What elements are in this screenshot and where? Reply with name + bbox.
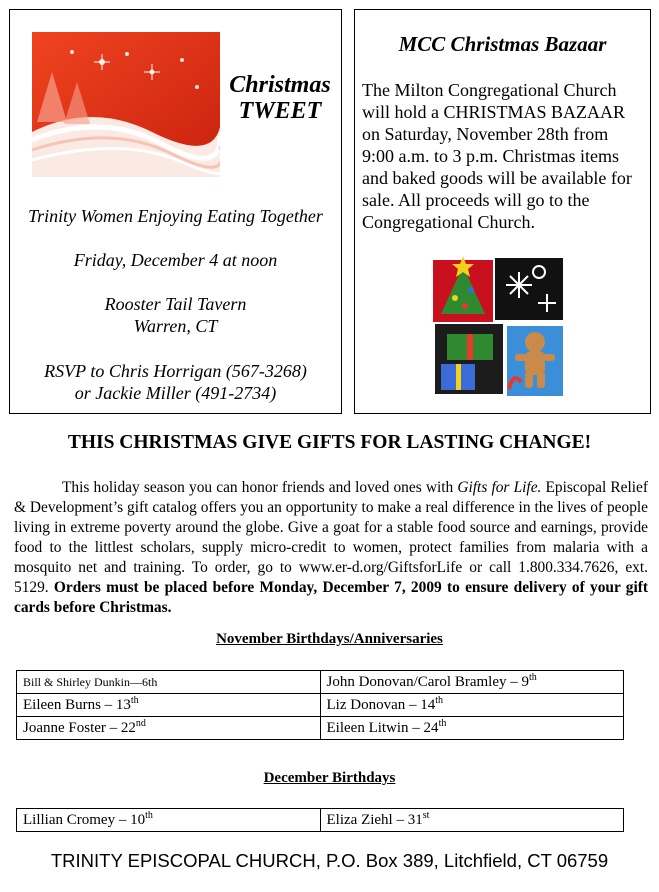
cell-suffix: nd	[135, 717, 146, 729]
cell-text: Joanne Foster – 22	[23, 719, 136, 736]
gifts-body-italic: Gifts for Life.	[457, 479, 542, 496]
tweet-title-line1: Christmas	[229, 72, 331, 98]
tweet-rsvp-line2: or Jackie Miller (491-2734)	[74, 383, 277, 403]
cell-text: Bill & Shirley Dunkin—6th	[23, 674, 158, 689]
tweet-venue: Rooster Tail Tavern	[104, 294, 247, 314]
gifts-body-deadline: Orders must be placed before Monday, December 7, 2009 to ensure delivery of your gift cards before Christmas.	[14, 579, 648, 616]
bazaar-title: MCC Christmas Bazaar	[398, 32, 607, 56]
table-cell	[320, 717, 624, 740]
gifts-headline: THIS CHRISTMAS GIVE GIFTS FOR LASTING CHANGE!	[67, 432, 592, 453]
cell-suffix: th	[435, 694, 444, 706]
tweet-rsvp-line1: RSVP to Chris Horrigan (567-3268)	[44, 361, 307, 381]
cell-suffix: th	[145, 809, 153, 821]
cell-text: Eileen Burns – 13	[23, 696, 131, 713]
bazaar-announcement-box	[354, 9, 651, 414]
november-table	[16, 670, 624, 740]
cell-suffix: th	[438, 717, 447, 729]
november-heading: November Birthdays/Anniversaries	[216, 631, 443, 647]
table-cell	[17, 671, 321, 694]
tweet-title-line2: TWEET	[238, 98, 322, 124]
table-cell	[320, 694, 624, 717]
christmas-swirl-image	[32, 32, 220, 177]
table-cell	[17, 694, 321, 717]
table-cell	[320, 809, 624, 832]
tweet-date: Friday, December 4 at noon	[73, 250, 278, 270]
christmas-clipart-image	[429, 254, 567, 399]
tweet-announcement-box	[9, 9, 342, 414]
gifts-body-intro: This holiday season you can honor friends and loved ones with	[62, 479, 458, 496]
december-table-body	[17, 809, 624, 832]
table-row	[17, 717, 624, 740]
december-heading: December Birthdays	[263, 770, 396, 786]
table-cell	[320, 671, 624, 694]
table-row	[17, 694, 624, 717]
gifts-body-main: Episcopal Relief & Development’s gift catalog offers you an opportunity to make a real difference in the lives of people living in extreme poverty around the globe. Give a goat for a stable food source and earnings, provide food to the littlest scholars, supply micro-credit to women, protect families from malaria with a mosquito net and training. To order, go to www.er-d.org/GiftsforLife or call 1.800.334.7626, ext. 5129.	[14, 479, 648, 596]
table-row	[17, 671, 624, 694]
cell-text: Eileen Litwin – 24	[326, 719, 439, 736]
gifts-body	[14, 478, 648, 618]
table-cell	[17, 809, 321, 832]
cell-suffix: th	[528, 671, 537, 683]
cell-suffix: st	[422, 809, 430, 821]
bazaar-body: The Milton Congregational Church will hold a CHRISTMAS BAZAAR on Saturday, November 28th from 9:00 a.m. to 3 p.m. Christmas items and baked goods will be available for sale. All proceeds will go to the Congregational Church.	[362, 80, 632, 232]
table-row	[17, 809, 624, 832]
church-footer: TRINITY EPISCOPAL CHURCH, P.O. Box 389, Litchfield, CT 06759	[50, 850, 609, 871]
cell-suffix: th	[130, 694, 139, 706]
cell-text: Lillian Cromey – 10	[23, 811, 146, 828]
cell-text: John Donovan/Carol Bramley – 9	[326, 673, 529, 690]
tweet-subtitle: Trinity Women Enjoying Eating Together	[28, 206, 323, 226]
cell-text: Liz Donovan – 14	[326, 696, 436, 713]
tweet-town: Warren, CT	[133, 316, 218, 336]
november-table-body	[17, 671, 624, 740]
table-cell	[17, 717, 321, 740]
cell-text: Eliza Ziehl – 31	[326, 811, 423, 828]
december-table	[16, 808, 624, 832]
